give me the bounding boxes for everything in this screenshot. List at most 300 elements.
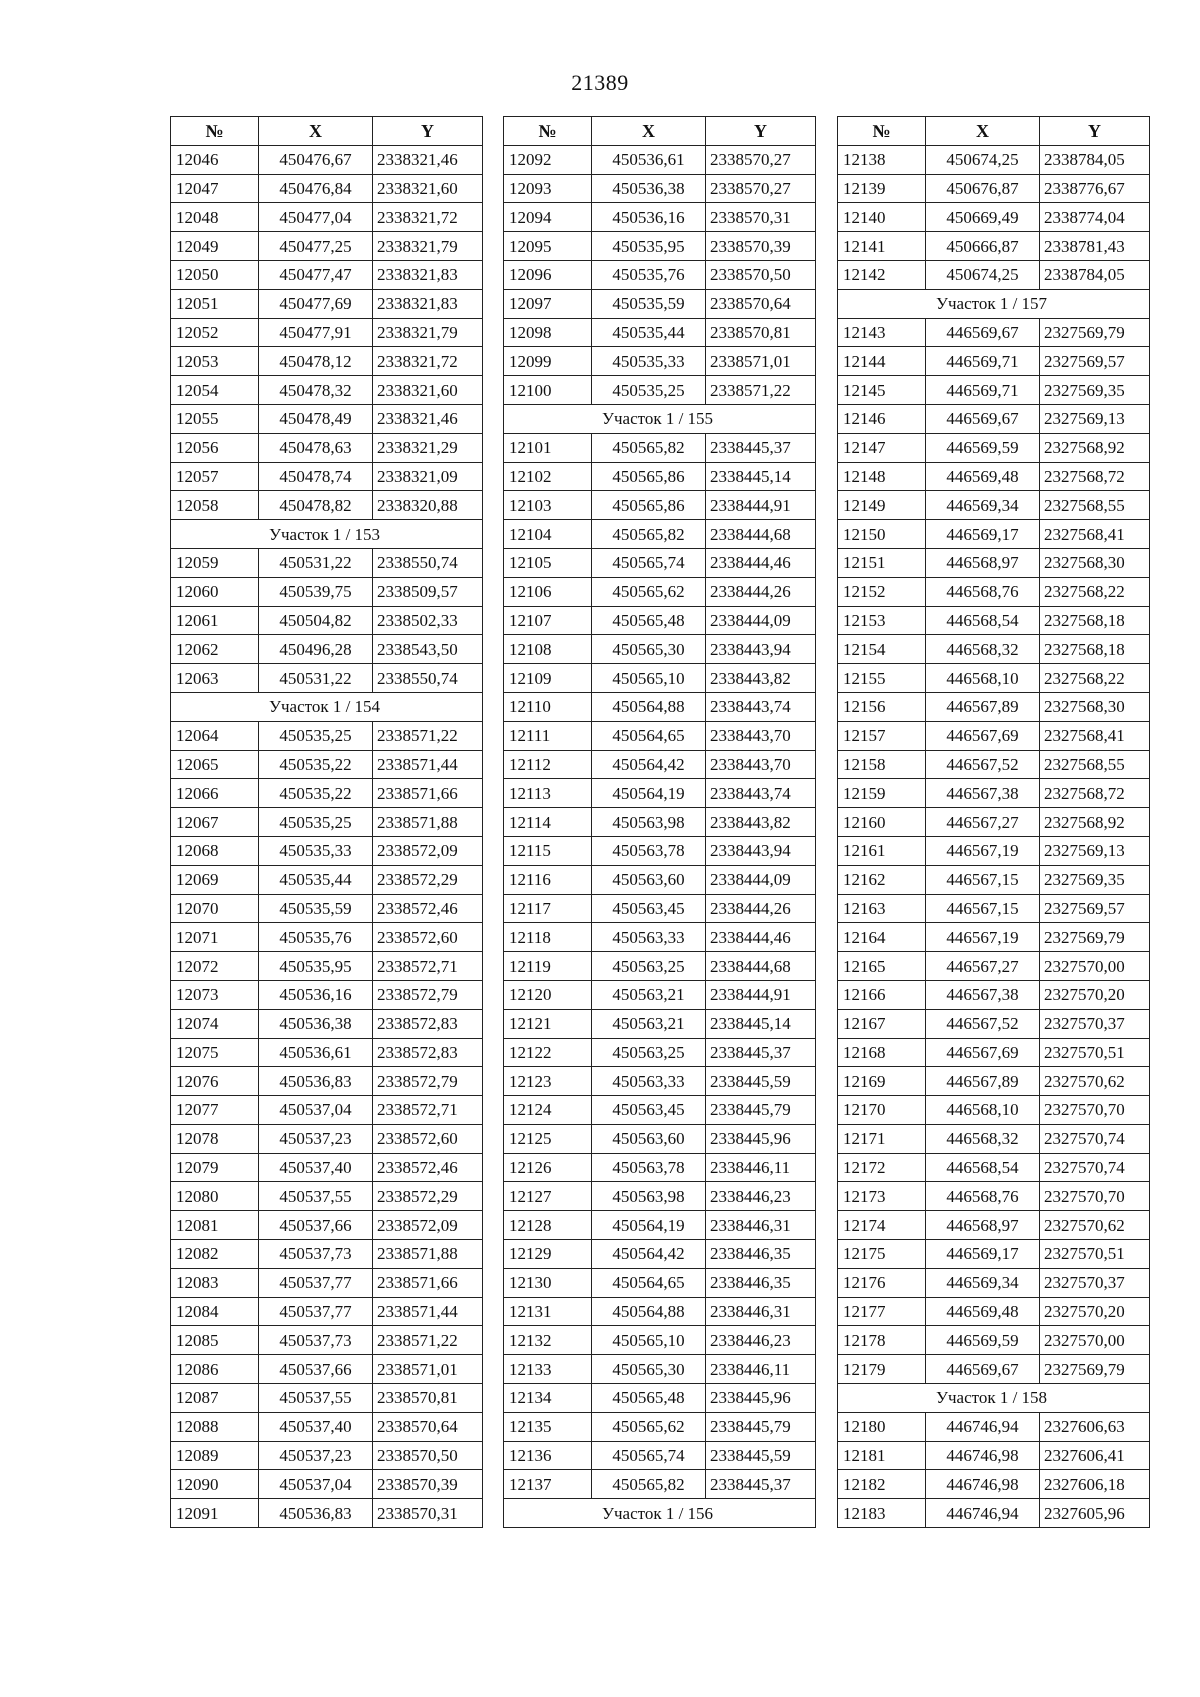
x-coordinate: 450537,40 bbox=[259, 1412, 373, 1441]
table-row bbox=[504, 548, 816, 577]
table-row bbox=[504, 779, 816, 808]
table-row bbox=[838, 1038, 1150, 1067]
table-row bbox=[838, 1412, 1150, 1441]
table-row bbox=[171, 635, 483, 664]
x-coordinate: 450535,33 bbox=[259, 836, 373, 865]
table-header-row bbox=[171, 117, 483, 146]
table-row bbox=[171, 289, 483, 318]
x-coordinate: 450563,21 bbox=[592, 980, 706, 1009]
y-coordinate: 2338445,96 bbox=[706, 1124, 816, 1153]
y-coordinate: 2338443,74 bbox=[706, 692, 816, 721]
table-row bbox=[504, 894, 816, 923]
y-coordinate: 2327606,41 bbox=[1040, 1441, 1150, 1470]
table-row bbox=[504, 1067, 816, 1096]
y-coordinate: 2327570,51 bbox=[1040, 1240, 1150, 1269]
y-coordinate: 2327570,51 bbox=[1040, 1038, 1150, 1067]
x-coordinate: 450564,19 bbox=[592, 779, 706, 808]
point-number: 12050 bbox=[171, 260, 259, 289]
y-coordinate: 2338445,59 bbox=[706, 1067, 816, 1096]
point-number: 12159 bbox=[838, 779, 926, 808]
table-header-row bbox=[504, 117, 816, 146]
y-coordinate: 2338446,23 bbox=[706, 1326, 816, 1355]
y-coordinate: 2338571,22 bbox=[373, 721, 483, 750]
point-number: 12157 bbox=[838, 721, 926, 750]
y-coordinate: 2338571,01 bbox=[706, 347, 816, 376]
x-coordinate: 446568,54 bbox=[926, 1153, 1040, 1182]
y-coordinate: 2338570,39 bbox=[706, 232, 816, 261]
y-coordinate: 2338550,74 bbox=[373, 548, 483, 577]
y-coordinate: 2338321,83 bbox=[373, 289, 483, 318]
table-row bbox=[171, 548, 483, 577]
table-row bbox=[504, 232, 816, 261]
y-coordinate: 2338443,94 bbox=[706, 836, 816, 865]
y-coordinate: 2327568,18 bbox=[1040, 635, 1150, 664]
table-row bbox=[838, 203, 1150, 232]
x-coordinate: 450565,82 bbox=[592, 433, 706, 462]
table-row bbox=[171, 1470, 483, 1499]
point-number: 12047 bbox=[171, 174, 259, 203]
point-number: 12156 bbox=[838, 692, 926, 721]
y-coordinate: 2338446,31 bbox=[706, 1211, 816, 1240]
point-number: 12097 bbox=[504, 289, 592, 318]
table-row bbox=[504, 260, 816, 289]
x-coordinate: 446567,15 bbox=[926, 865, 1040, 894]
x-coordinate: 450674,25 bbox=[926, 145, 1040, 174]
y-coordinate: 2338321,46 bbox=[373, 145, 483, 174]
y-coordinate: 2338443,70 bbox=[706, 721, 816, 750]
x-coordinate: 446568,10 bbox=[926, 1096, 1040, 1125]
x-coordinate: 446567,38 bbox=[926, 779, 1040, 808]
point-number: 12049 bbox=[171, 232, 259, 261]
point-number: 12070 bbox=[171, 894, 259, 923]
x-coordinate: 450478,32 bbox=[259, 376, 373, 405]
y-coordinate: 2327568,18 bbox=[1040, 606, 1150, 635]
table-row bbox=[838, 750, 1150, 779]
y-coordinate: 2327569,13 bbox=[1040, 404, 1150, 433]
y-coordinate: 2338570,81 bbox=[373, 1384, 483, 1413]
x-coordinate: 446569,48 bbox=[926, 1297, 1040, 1326]
table-row bbox=[838, 779, 1150, 808]
x-coordinate: 450537,66 bbox=[259, 1211, 373, 1240]
point-number: 12140 bbox=[838, 203, 926, 232]
point-number: 12074 bbox=[171, 1009, 259, 1038]
table-row bbox=[838, 145, 1150, 174]
table-row bbox=[838, 1124, 1150, 1153]
y-coordinate: 2327570,20 bbox=[1040, 980, 1150, 1009]
x-coordinate: 450535,44 bbox=[592, 318, 706, 347]
x-coordinate: 450537,73 bbox=[259, 1240, 373, 1269]
table-row bbox=[171, 923, 483, 952]
point-number: 12138 bbox=[838, 145, 926, 174]
point-number: 12090 bbox=[171, 1470, 259, 1499]
point-number: 12120 bbox=[504, 980, 592, 1009]
table-row bbox=[838, 1499, 1150, 1528]
table-row bbox=[171, 1412, 483, 1441]
y-coordinate: 2338444,09 bbox=[706, 606, 816, 635]
y-coordinate: 2338444,68 bbox=[706, 952, 816, 981]
x-coordinate: 450535,25 bbox=[259, 808, 373, 837]
x-coordinate: 450535,22 bbox=[259, 779, 373, 808]
table-row bbox=[838, 1240, 1150, 1269]
section-row bbox=[838, 289, 1150, 318]
table-row bbox=[504, 692, 816, 721]
y-coordinate: 2338572,09 bbox=[373, 1211, 483, 1240]
table-row bbox=[171, 232, 483, 261]
y-coordinate: 2327568,92 bbox=[1040, 808, 1150, 837]
point-number: 12058 bbox=[171, 491, 259, 520]
x-coordinate: 446569,59 bbox=[926, 1326, 1040, 1355]
y-coordinate: 2327570,70 bbox=[1040, 1096, 1150, 1125]
x-coordinate: 446569,67 bbox=[926, 404, 1040, 433]
point-number: 12102 bbox=[504, 462, 592, 491]
table-row bbox=[838, 433, 1150, 462]
y-coordinate: 2327568,30 bbox=[1040, 692, 1150, 721]
y-coordinate: 2338321,72 bbox=[373, 347, 483, 376]
y-coordinate: 2338776,67 bbox=[1040, 174, 1150, 203]
point-number: 12085 bbox=[171, 1326, 259, 1355]
x-coordinate: 450563,21 bbox=[592, 1009, 706, 1038]
header-y: Y bbox=[706, 117, 816, 146]
table-row bbox=[171, 1182, 483, 1211]
section-title: Участок 1 / 154 bbox=[171, 692, 483, 721]
y-coordinate: 2338571,44 bbox=[373, 1297, 483, 1326]
x-coordinate: 450565,10 bbox=[592, 1326, 706, 1355]
table-row bbox=[838, 1067, 1150, 1096]
table-row bbox=[504, 1240, 816, 1269]
table-row bbox=[504, 923, 816, 952]
point-number: 12055 bbox=[171, 404, 259, 433]
x-coordinate: 450536,61 bbox=[592, 145, 706, 174]
point-number: 12119 bbox=[504, 952, 592, 981]
x-coordinate: 450504,82 bbox=[259, 606, 373, 635]
point-number: 12115 bbox=[504, 836, 592, 865]
x-coordinate: 446568,32 bbox=[926, 1124, 1040, 1153]
x-coordinate: 446567,27 bbox=[926, 808, 1040, 837]
table-row bbox=[171, 952, 483, 981]
x-coordinate: 450563,98 bbox=[592, 808, 706, 837]
point-number: 12062 bbox=[171, 635, 259, 664]
point-number: 12151 bbox=[838, 548, 926, 577]
x-coordinate: 450537,55 bbox=[259, 1384, 373, 1413]
table-row bbox=[838, 577, 1150, 606]
x-coordinate: 446569,17 bbox=[926, 1240, 1040, 1269]
table-row bbox=[504, 721, 816, 750]
point-number: 12101 bbox=[504, 433, 592, 462]
point-number: 12136 bbox=[504, 1441, 592, 1470]
header-number: № bbox=[838, 117, 926, 146]
x-coordinate: 446569,17 bbox=[926, 520, 1040, 549]
y-coordinate: 2327605,96 bbox=[1040, 1499, 1150, 1528]
table-row bbox=[838, 923, 1150, 952]
x-coordinate: 450537,55 bbox=[259, 1182, 373, 1211]
x-coordinate: 446567,19 bbox=[926, 836, 1040, 865]
x-coordinate: 450563,98 bbox=[592, 1182, 706, 1211]
x-coordinate: 450478,82 bbox=[259, 491, 373, 520]
x-coordinate: 450565,86 bbox=[592, 462, 706, 491]
y-coordinate: 2327568,55 bbox=[1040, 750, 1150, 779]
point-number: 12155 bbox=[838, 664, 926, 693]
table-row bbox=[171, 980, 483, 1009]
point-number: 12149 bbox=[838, 491, 926, 520]
x-coordinate: 446746,98 bbox=[926, 1470, 1040, 1499]
x-coordinate: 450478,63 bbox=[259, 433, 373, 462]
y-coordinate: 2338570,50 bbox=[706, 260, 816, 289]
point-number: 12054 bbox=[171, 376, 259, 405]
point-number: 12105 bbox=[504, 548, 592, 577]
x-coordinate: 450536,83 bbox=[259, 1499, 373, 1528]
table-row bbox=[171, 203, 483, 232]
coordinates-table-3 bbox=[837, 116, 1150, 1528]
table-row bbox=[171, 1038, 483, 1067]
section-row bbox=[838, 1384, 1150, 1413]
point-number: 12172 bbox=[838, 1153, 926, 1182]
point-number: 12077 bbox=[171, 1096, 259, 1125]
table-row bbox=[504, 1182, 816, 1211]
x-coordinate: 450531,22 bbox=[259, 548, 373, 577]
table-row bbox=[838, 1211, 1150, 1240]
x-coordinate: 450565,48 bbox=[592, 1384, 706, 1413]
point-number: 12084 bbox=[171, 1297, 259, 1326]
table-row bbox=[171, 347, 483, 376]
table-row bbox=[171, 721, 483, 750]
x-coordinate: 450477,91 bbox=[259, 318, 373, 347]
point-number: 12150 bbox=[838, 520, 926, 549]
point-number: 12118 bbox=[504, 923, 592, 952]
y-coordinate: 2338444,09 bbox=[706, 865, 816, 894]
point-number: 12142 bbox=[838, 260, 926, 289]
x-coordinate: 450563,78 bbox=[592, 1153, 706, 1182]
x-coordinate: 450564,65 bbox=[592, 721, 706, 750]
point-number: 12075 bbox=[171, 1038, 259, 1067]
x-coordinate: 446567,89 bbox=[926, 1067, 1040, 1096]
y-coordinate: 2338572,29 bbox=[373, 1182, 483, 1211]
table-row bbox=[838, 692, 1150, 721]
y-coordinate: 2338321,79 bbox=[373, 318, 483, 347]
x-coordinate: 446569,48 bbox=[926, 462, 1040, 491]
x-coordinate: 450565,74 bbox=[592, 548, 706, 577]
y-coordinate: 2327569,35 bbox=[1040, 865, 1150, 894]
x-coordinate: 450563,45 bbox=[592, 894, 706, 923]
x-coordinate: 450666,87 bbox=[926, 232, 1040, 261]
table-row bbox=[838, 1009, 1150, 1038]
header-y: Y bbox=[373, 117, 483, 146]
table-row bbox=[838, 1096, 1150, 1125]
x-coordinate: 450565,10 bbox=[592, 664, 706, 693]
x-coordinate: 450536,38 bbox=[259, 1009, 373, 1038]
x-coordinate: 446569,34 bbox=[926, 491, 1040, 520]
x-coordinate: 450537,04 bbox=[259, 1096, 373, 1125]
table-row bbox=[171, 664, 483, 693]
y-coordinate: 2327568,92 bbox=[1040, 433, 1150, 462]
point-number: 12092 bbox=[504, 145, 592, 174]
y-coordinate: 2338444,68 bbox=[706, 520, 816, 549]
y-coordinate: 2327570,62 bbox=[1040, 1067, 1150, 1096]
y-coordinate: 2338571,88 bbox=[373, 1240, 483, 1269]
y-coordinate: 2338572,46 bbox=[373, 894, 483, 923]
header-x: X bbox=[592, 117, 706, 146]
y-coordinate: 2338570,81 bbox=[706, 318, 816, 347]
y-coordinate: 2338570,39 bbox=[373, 1470, 483, 1499]
section-row bbox=[504, 1499, 816, 1528]
table-row bbox=[504, 347, 816, 376]
table-row bbox=[838, 894, 1150, 923]
header-y: Y bbox=[1040, 117, 1150, 146]
y-coordinate: 2338321,72 bbox=[373, 203, 483, 232]
y-coordinate: 2338509,57 bbox=[373, 577, 483, 606]
y-coordinate: 2327569,13 bbox=[1040, 836, 1150, 865]
table-row bbox=[504, 606, 816, 635]
point-number: 12099 bbox=[504, 347, 592, 376]
x-coordinate: 450535,59 bbox=[592, 289, 706, 318]
point-number: 12073 bbox=[171, 980, 259, 1009]
y-coordinate: 2338572,60 bbox=[373, 923, 483, 952]
point-number: 12177 bbox=[838, 1297, 926, 1326]
x-coordinate: 450676,87 bbox=[926, 174, 1040, 203]
x-coordinate: 450477,04 bbox=[259, 203, 373, 232]
table-row bbox=[504, 174, 816, 203]
x-coordinate: 450536,16 bbox=[592, 203, 706, 232]
table-row bbox=[504, 635, 816, 664]
table-row bbox=[504, 520, 816, 549]
point-number: 12082 bbox=[171, 1240, 259, 1269]
table-row bbox=[171, 865, 483, 894]
point-number: 12153 bbox=[838, 606, 926, 635]
point-number: 12078 bbox=[171, 1124, 259, 1153]
table-row bbox=[171, 1240, 483, 1269]
y-coordinate: 2338570,31 bbox=[373, 1499, 483, 1528]
x-coordinate: 450478,12 bbox=[259, 347, 373, 376]
y-coordinate: 2338446,35 bbox=[706, 1268, 816, 1297]
x-coordinate: 450563,60 bbox=[592, 865, 706, 894]
x-coordinate: 450564,19 bbox=[592, 1211, 706, 1240]
section-title: Участок 1 / 155 bbox=[504, 404, 816, 433]
table-row bbox=[504, 1038, 816, 1067]
point-number: 12071 bbox=[171, 923, 259, 952]
point-number: 12148 bbox=[838, 462, 926, 491]
y-coordinate: 2338571,01 bbox=[373, 1355, 483, 1384]
x-coordinate: 446567,19 bbox=[926, 923, 1040, 952]
section-row bbox=[504, 404, 816, 433]
point-number: 12110 bbox=[504, 692, 592, 721]
table-row bbox=[504, 1441, 816, 1470]
y-coordinate: 2338571,22 bbox=[706, 376, 816, 405]
y-coordinate: 2327569,79 bbox=[1040, 318, 1150, 347]
point-number: 12170 bbox=[838, 1096, 926, 1125]
table-row bbox=[838, 721, 1150, 750]
x-coordinate: 446568,10 bbox=[926, 664, 1040, 693]
table-row bbox=[171, 836, 483, 865]
y-coordinate: 2327570,20 bbox=[1040, 1297, 1150, 1326]
point-number: 12088 bbox=[171, 1412, 259, 1441]
y-coordinate: 2338571,66 bbox=[373, 779, 483, 808]
y-coordinate: 2338321,46 bbox=[373, 404, 483, 433]
point-number: 12087 bbox=[171, 1384, 259, 1413]
table-row bbox=[171, 1153, 483, 1182]
x-coordinate: 450537,40 bbox=[259, 1153, 373, 1182]
x-coordinate: 450535,44 bbox=[259, 865, 373, 894]
x-coordinate: 450564,65 bbox=[592, 1268, 706, 1297]
y-coordinate: 2338572,71 bbox=[373, 952, 483, 981]
y-coordinate: 2327569,35 bbox=[1040, 376, 1150, 405]
table-row bbox=[838, 1355, 1150, 1384]
table-row bbox=[504, 980, 816, 1009]
table-row bbox=[838, 1182, 1150, 1211]
point-number: 12158 bbox=[838, 750, 926, 779]
y-coordinate: 2327568,22 bbox=[1040, 664, 1150, 693]
y-coordinate: 2327568,41 bbox=[1040, 520, 1150, 549]
y-coordinate: 2327568,72 bbox=[1040, 462, 1150, 491]
y-coordinate: 2327606,18 bbox=[1040, 1470, 1150, 1499]
y-coordinate: 2327569,57 bbox=[1040, 894, 1150, 923]
point-number: 12126 bbox=[504, 1153, 592, 1182]
point-number: 12181 bbox=[838, 1441, 926, 1470]
point-number: 12096 bbox=[504, 260, 592, 289]
y-coordinate: 2338570,64 bbox=[373, 1412, 483, 1441]
x-coordinate: 450563,78 bbox=[592, 836, 706, 865]
y-coordinate: 2338543,50 bbox=[373, 635, 483, 664]
table-row bbox=[171, 808, 483, 837]
point-number: 12178 bbox=[838, 1326, 926, 1355]
y-coordinate: 2338444,26 bbox=[706, 577, 816, 606]
x-coordinate: 450537,66 bbox=[259, 1355, 373, 1384]
point-number: 12064 bbox=[171, 721, 259, 750]
point-number: 12176 bbox=[838, 1268, 926, 1297]
y-coordinate: 2338571,66 bbox=[373, 1268, 483, 1297]
x-coordinate: 450537,23 bbox=[259, 1124, 373, 1153]
point-number: 12129 bbox=[504, 1240, 592, 1269]
header-x: X bbox=[926, 117, 1040, 146]
table-row bbox=[838, 635, 1150, 664]
x-coordinate: 450477,25 bbox=[259, 232, 373, 261]
point-number: 12141 bbox=[838, 232, 926, 261]
table-row bbox=[838, 980, 1150, 1009]
x-coordinate: 450563,25 bbox=[592, 952, 706, 981]
point-number: 12113 bbox=[504, 779, 592, 808]
table-row bbox=[171, 1441, 483, 1470]
point-number: 12094 bbox=[504, 203, 592, 232]
x-coordinate: 450564,42 bbox=[592, 1240, 706, 1269]
section-title: Участок 1 / 157 bbox=[838, 289, 1150, 318]
y-coordinate: 2327570,70 bbox=[1040, 1182, 1150, 1211]
point-number: 12137 bbox=[504, 1470, 592, 1499]
x-coordinate: 446746,94 bbox=[926, 1412, 1040, 1441]
section-row bbox=[171, 692, 483, 721]
x-coordinate: 450496,28 bbox=[259, 635, 373, 664]
x-coordinate: 450477,47 bbox=[259, 260, 373, 289]
y-coordinate: 2338443,82 bbox=[706, 664, 816, 693]
table-row bbox=[171, 1355, 483, 1384]
x-coordinate: 446567,15 bbox=[926, 894, 1040, 923]
x-coordinate: 450478,74 bbox=[259, 462, 373, 491]
point-number: 12114 bbox=[504, 808, 592, 837]
point-number: 12068 bbox=[171, 836, 259, 865]
x-coordinate: 450537,04 bbox=[259, 1470, 373, 1499]
y-coordinate: 2327570,74 bbox=[1040, 1153, 1150, 1182]
point-number: 12174 bbox=[838, 1211, 926, 1240]
point-number: 12072 bbox=[171, 952, 259, 981]
x-coordinate: 450537,23 bbox=[259, 1441, 373, 1470]
point-number: 12046 bbox=[171, 145, 259, 174]
point-number: 12069 bbox=[171, 865, 259, 894]
y-coordinate: 2338444,91 bbox=[706, 491, 816, 520]
table-row bbox=[504, 664, 816, 693]
x-coordinate: 450563,60 bbox=[592, 1124, 706, 1153]
point-number: 12061 bbox=[171, 606, 259, 635]
x-coordinate: 450535,25 bbox=[259, 721, 373, 750]
x-coordinate: 450535,22 bbox=[259, 750, 373, 779]
table-row bbox=[838, 347, 1150, 376]
y-coordinate: 2338446,31 bbox=[706, 1297, 816, 1326]
